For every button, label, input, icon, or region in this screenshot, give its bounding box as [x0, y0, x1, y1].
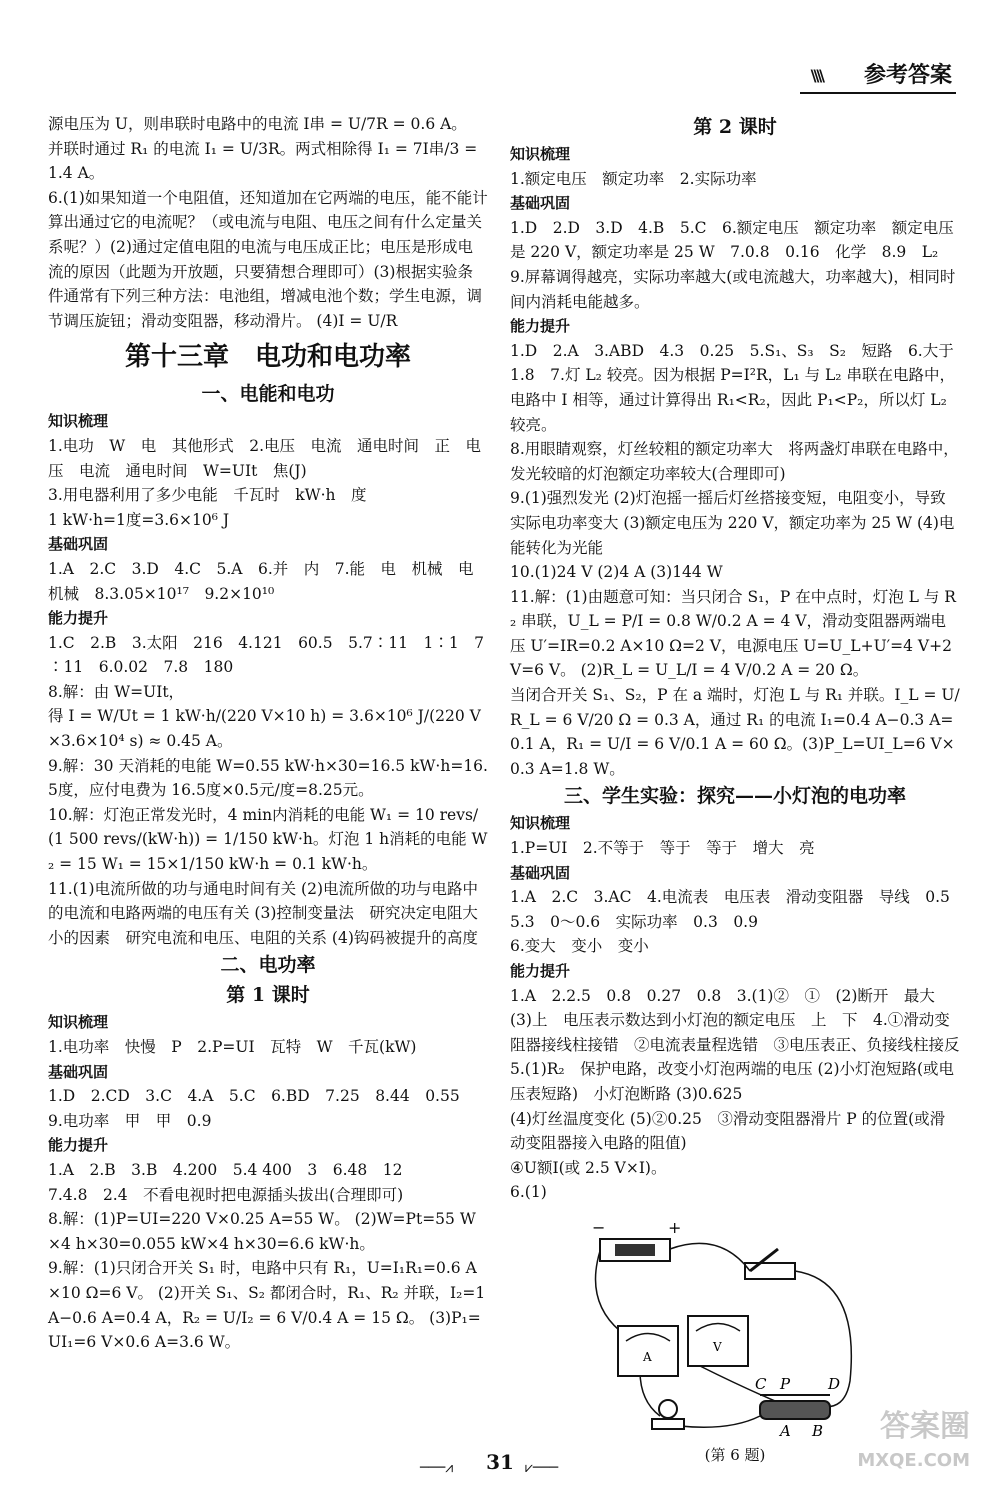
answer-paragraph: 1.D 2.CD 3.C 4.A 5.C 6.BD 7.25 8.44 0.55 9.电功率 甲 甲 0.9 — [48, 1087, 476, 1130]
answer-paragraph: 1.C 2.B 3.太阳 216 4.121 60.5 5.7∶11 1∶1 7∶11 6.0.02 7.8 180 — [48, 633, 485, 677]
answer-paragraph: ④U额I(或 2.5 V×I)。 — [510, 1158, 667, 1177]
answer-paragraph: 10.解：灯泡正常发光时，4 min内消耗的电能 W₁ = 10 revs/(1 500 revs/(kW·h)) = 1/150 kW·h。灯泡 1 h消耗的电能 W₂ = 15 W₁ = 15×1/150 kW·h = 0.1 kW·h。 — [48, 805, 488, 874]
voltmeter-label: V — [713, 1339, 722, 1354]
circuit-figure — [580, 1211, 870, 1441]
subsection-label: 基础巩固 — [510, 194, 571, 213]
answer-paragraph: 1 kW·h=1度=3.6×10⁶ J — [48, 510, 230, 529]
answer-paragraph: 11.解：(1)由题意可知：当只闭合 S₁，P 在中点时，灯泡 L 与 R₂ 串联，U_L = P/I = 0.8 W/0.2 A = 4 V，滑动变阻器两端电压 U′=IR=0.2 A×10 Ω=2 V，电源电压 U=U_L+U′=4 V+2 V=6 V。 (2)R_L = U_L/I = 4 V/0.2 A = 20 Ω。 — [510, 587, 956, 680]
answer-paragraph: 1.D 2.D 3.D 4.B 5.C 6.额定电压 额定功率 额定电压是 220 V，额定功率是 25 W 7.0.8 0.16 化学 8.9 L₂ 9.屏幕调得越亮，实际功率越大(或电流越大，功率越大)，相同时间内消耗电能越多。 — [510, 218, 956, 311]
answer-paragraph: 9.解：(1)只闭合开关 S₁ 时，电路中只有 R₁，U=I₁R₁=0.6 A×10 Ω=6 V。 (2)开关 S₁、S₂ 都闭合时，R₁、R₂ 并联，I₂=1 A−0.6 A=0.4 A，R₂ = U/I₂ = 6 V/0.4 A = 15 Ω。 (3)P₁=UI₁=6 V×0.6 A=3.6 W。 — [48, 1259, 486, 1352]
section-heading: 三、学生实验：探究——小灯泡的电功率 — [563, 785, 906, 808]
answer-paragraph: (4)灯丝温度变化 (5)②0.25 ③滑动变阻器滑片 P 的位置(或滑动变阻器接入电路的阻值) — [510, 1109, 946, 1153]
answer-paragraph: 并联时通过 R₁ 的电流 I₁ = U/3R。两式相除得 I₁ = 7I串/3 = — [48, 139, 478, 158]
battery-minus-label: − — [592, 1217, 606, 1237]
header-rule — [800, 92, 956, 94]
wire — [640, 1371, 660, 1416]
answer-paragraph: 1.A 2.2.5 0.8 0.27 0.8 3.(1)② ① (2)断开 最大 (3)上 电压表示数达到小灯泡的额定电压 上 下 4.①滑动变阻器接线柱接错 ②电流表量程选错 ③电压表正、负接线柱接反 — [510, 986, 960, 1054]
battery-cell-icon — [615, 1244, 655, 1256]
answer-paragraph: 3.用电器利用了多少电能 千瓦时 kW·h 度 — [48, 486, 367, 505]
section-heading: 二、电功率 — [220, 954, 316, 977]
subsection-label: 知识梳理 — [510, 814, 571, 833]
subsection-label: 能力提升 — [510, 962, 571, 980]
answer-paragraph: 8.解：(1)P=UI=220 V×0.25 A=55 W。 (2)W=Pt=55 W×4 h×30=0.055 kW×4 h×30=6.6 kW·h。 — [48, 1210, 476, 1253]
subsection-label: 知识梳理 — [48, 1013, 109, 1032]
answer-paragraph: 当闭合开关 S₁、S₂，P 在 a 端时，灯泡 L 与 R₁ 并联。I_L = U/R_L = 6 V/20 Ω = 0.3 A，通过 R₁ 的电流 I₁=0.4 A−0.3 A=0.1 A，R₁ = U/I = 6 V/0.1 A = 60 Ω。(3)P_L=UI_L=6 V×0.3 A=1.8 W。 — [510, 686, 960, 778]
rheostat-b-label: B — [812, 1421, 824, 1440]
answer-paragraph: 8.解：由 W=UIt， — [48, 682, 185, 701]
battery-plus-label: + — [668, 1217, 682, 1237]
answer-paragraph: 8.用眼睛观察，灯丝较粗的额定功率大 将两盏灯串联在电路中，发光较暗的灯泡额定功率较大(合理即可) — [510, 440, 959, 483]
rheostat-icon — [760, 1401, 830, 1419]
section-heading: 第 1 课时 — [226, 984, 310, 1007]
section-heading: 一、电能和电功 — [201, 383, 335, 406]
subsection-label: 基础巩固 — [48, 1062, 109, 1081]
answer-paragraph: 5.(1)R₂ 保护电路，改变小灯泡两端的电压 (2)小灯泡短路(或电压表短路) 小灯泡断路 (3)0.625 — [510, 1060, 955, 1103]
answer-paragraph: 1.P=UI 2.不等于 等于 等于 增大 亮 — [510, 839, 815, 858]
right-column — [510, 112, 970, 1468]
circuit-diagram — [580, 1211, 870, 1441]
left-column — [48, 112, 488, 1355]
switch-base-icon — [745, 1263, 795, 1279]
ammeter-label: A — [643, 1349, 652, 1364]
page-number: 31 — [486, 1450, 514, 1474]
answer-paragraph: 1.电功率 快慢 P 2.P=UI 瓦特 W 千瓦(kW) — [48, 1038, 417, 1056]
bulb-base-icon — [652, 1419, 684, 1429]
subsection-label: 基础巩固 — [510, 863, 571, 882]
answer-paragraph: 1.4 A。 — [48, 164, 105, 183]
answer-paragraph: 9.解：30 天消耗的电能 W=0.55 kW·h×30=16.5 kW·h=16.5度，应付电费为 16.5度×0.5元/度=8.25元。 — [48, 756, 488, 800]
answer-paragraph: 10.(1)24 V (2)4 A (3)144 W — [510, 563, 723, 582]
page-number-deco-right: ⩗─── — [525, 1460, 559, 1476]
answer-paragraph: 1.D 2.A 3.ABD 4.3 0.25 5.S₁、S₃ S₂ 短路 6.大于 1.8 7.灯 L₂ 较亮。因为根据 P=I²R，L₁ 与 L₂ 串联在电路中，电路中 I 相等，通过计算得出 R₁<R₂，因此 P₁<P₂，所以灯 L₂ 较亮。 — [510, 341, 970, 434]
answer-paragraph: 11.(1)电流所做的功与通电时间有关 (2)电流所做的功与电路中的电流和电路两端的电压有关 (3)控制变量法 研究决定电阻大小的因素 研究电流和电压、电阻的关系 (4)钩码被提升的高度 — [48, 879, 478, 947]
answer-paragraph: 1.电功 W 电 其他形式 2.电压 电流 通电时间 正 电压 电流 通电时间 W=UIt 焦(J) — [48, 436, 482, 480]
header-title: 参考答案 — [863, 62, 952, 88]
rheostat-d-label: D — [828, 1374, 841, 1393]
answer-paragraph: 6.(1)如果知道一个电阻值，还知道加在它两端的电压，能不能计算出通过它的电流呢？（或电流与电阻、电压之间有什么定量关系呢？）(2)通过定值电阻的电流与电压成正比；电压是形成电流的原因（此题为开放题，只要猜想合理即可）(3)根据实验条件通常有下列三种方法：电池组，增减电池个数；学生电源，调节调压旋钮；滑动变阻器，移动滑片。 (4)I = U/R — [48, 188, 488, 330]
rheostat-c-label: C — [755, 1374, 767, 1393]
subsection-label: 知识梳理 — [48, 412, 109, 431]
subsection-label: 知识梳理 — [510, 145, 571, 163]
answer-paragraph: 1.额定电压 额定功率 2.实际功率 — [510, 169, 757, 188]
watermark-url: MXQE.COM — [857, 1450, 970, 1471]
answer-paragraph: 6.变大 变小 变小 — [510, 937, 649, 956]
subsection-label: 能力提升 — [48, 609, 109, 628]
figure-caption: (第 6 题) — [704, 1445, 766, 1464]
rheostat-p-label: P — [780, 1374, 791, 1393]
watermark-logo: 答案圈 — [880, 1409, 970, 1444]
answer-paragraph: 源电压为 U，则串联时电路中的电流 I串 = U/7R = 0.6 A。 — [48, 115, 467, 133]
answer-paragraph: 1.A 2.B 3.B 4.200 5.4 400 3 6.48 12 — [48, 1160, 403, 1179]
header-deco: \\\\ — [810, 66, 822, 85]
subsection-label: 能力提升 — [48, 1136, 109, 1155]
answer-paragraph: 7.4.8 2.4 不看电视时把电源插头拔出(合理即可) — [48, 1185, 404, 1204]
answer-paragraph: 1.A 2.C 3.AC 4.电流表 电压表 滑动变阻器 导线 0.5 5.3 0～0.6 实际功率 0.3 0.9 — [510, 888, 966, 931]
answer-paragraph: 9.(1)强烈发光 (2)灯泡摇一摇后灯丝搭接变短，电阻变小，导致实际电功率变大 (3)额定电压为 220 V，额定功率为 25 W (4)电能转化为光能 — [510, 489, 955, 557]
section-heading: 第 2 课时 — [693, 116, 777, 138]
wire — [680, 1416, 760, 1427]
chapter-title: 第十三章 电功和电功率 — [124, 342, 411, 373]
wire — [670, 1243, 750, 1271]
answer-paragraph: 1.A 2.C 3.D 4.C 5.A 6.并 内 7.能 电 机械 电 机械 8.3.05×10¹⁷ 9.2×10¹⁰ — [48, 559, 490, 603]
subsection-label: 基础巩固 — [48, 535, 109, 554]
wire — [795, 1271, 851, 1407]
rheostat-a-label: A — [780, 1421, 791, 1440]
page-number-deco-left: ───⩘ — [420, 1460, 454, 1476]
answer-paragraph: 6.(1) — [510, 1183, 547, 1202]
wire — [596, 1251, 621, 1331]
watermark — [857, 1410, 970, 1478]
answer-paragraph: 得 I = W/Ut = 1 kW·h/(220 V×10 h) = 3.6×10⁶ J/(220 V×3.6×10⁴ s) ≈ 0.45 A。 — [48, 707, 481, 751]
bulb-icon — [659, 1400, 677, 1418]
subsection-label: 能力提升 — [510, 317, 571, 336]
